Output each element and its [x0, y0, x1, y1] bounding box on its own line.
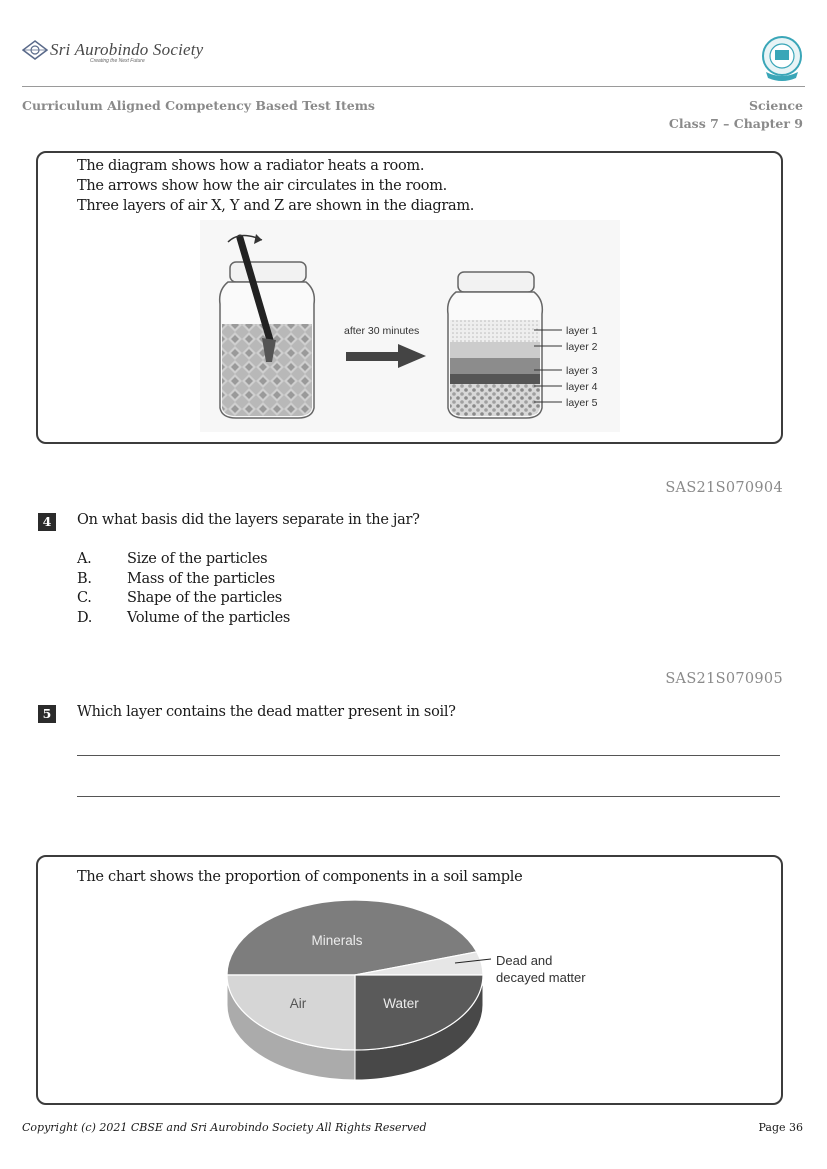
answer-line-1[interactable] [77, 755, 780, 756]
option-d-text[interactable]: Volume of the particles [127, 610, 291, 626]
layer-label-4: layer 4 [566, 381, 598, 393]
question-5-number: 5 [38, 705, 56, 723]
pie-label-water: Water [383, 996, 419, 1011]
soil-jar-diagram [200, 220, 620, 432]
header-divider [22, 86, 805, 87]
answer-line-2[interactable] [77, 796, 780, 797]
footer-copyright: Copyright (c) 2021 CBSE and Sri Aurobindo Society All Rights Reserved [22, 1121, 427, 1134]
option-c-text[interactable]: Shape of the particles [127, 590, 282, 606]
arrow-label: after 30 minutes [344, 325, 420, 337]
question-4-text: On what basis did the layers separate in the jar? [77, 512, 420, 528]
soil-pie-chart [215, 895, 605, 1090]
question-5-code: SAS21S070905 [665, 671, 783, 687]
pie-label-minerals: Minerals [311, 933, 363, 948]
jar-after [448, 272, 543, 418]
subject-label: Science [749, 98, 803, 113]
footer-page-number: Page 36 [758, 1121, 803, 1134]
cbse-seal-icon [760, 34, 804, 82]
org-logo-icon [22, 40, 48, 60]
layer-label-1: layer 1 [566, 325, 598, 337]
pie-label-air: Air [289, 996, 307, 1011]
layer-label-3: layer 3 [566, 365, 598, 377]
org-name: Sri Aurobindo Society [50, 40, 204, 59]
pie-label-dead-matter-line1: Dead and [496, 953, 553, 968]
context-line-2: The arrows show how the air circulates in the room. [77, 178, 447, 194]
context-line-1: The diagram shows how a radiator heats a room. [77, 158, 425, 174]
option-b-text[interactable]: Mass of the particles [127, 571, 275, 587]
document-title: Curriculum Aligned Competency Based Test Items [22, 98, 375, 113]
layer-label-5: layer 5 [566, 397, 598, 409]
question-5-text: Which layer contains the dead matter present in soil? [77, 704, 456, 720]
jar-before [220, 234, 315, 418]
org-tagline: Creating the Next Future [90, 58, 145, 64]
class-chapter-label: Class 7 – Chapter 9 [668, 116, 803, 131]
pie-label-dead-matter-line2: decayed matter [496, 970, 586, 985]
option-a-text[interactable]: Size of the particles [127, 551, 268, 567]
question-4-number: 4 [38, 513, 56, 531]
layer-label-2: layer 2 [566, 341, 598, 353]
option-d-letter: D. [77, 610, 93, 626]
option-b-letter: B. [77, 571, 92, 587]
option-c-letter: C. [77, 590, 92, 606]
question-4-code: SAS21S070904 [665, 480, 783, 496]
chart-context-line: The chart shows the proportion of components in a soil sample [77, 869, 523, 885]
context-line-3: Three layers of air X, Y and Z are shown in the diagram. [77, 198, 475, 214]
option-a-letter: A. [77, 551, 92, 567]
